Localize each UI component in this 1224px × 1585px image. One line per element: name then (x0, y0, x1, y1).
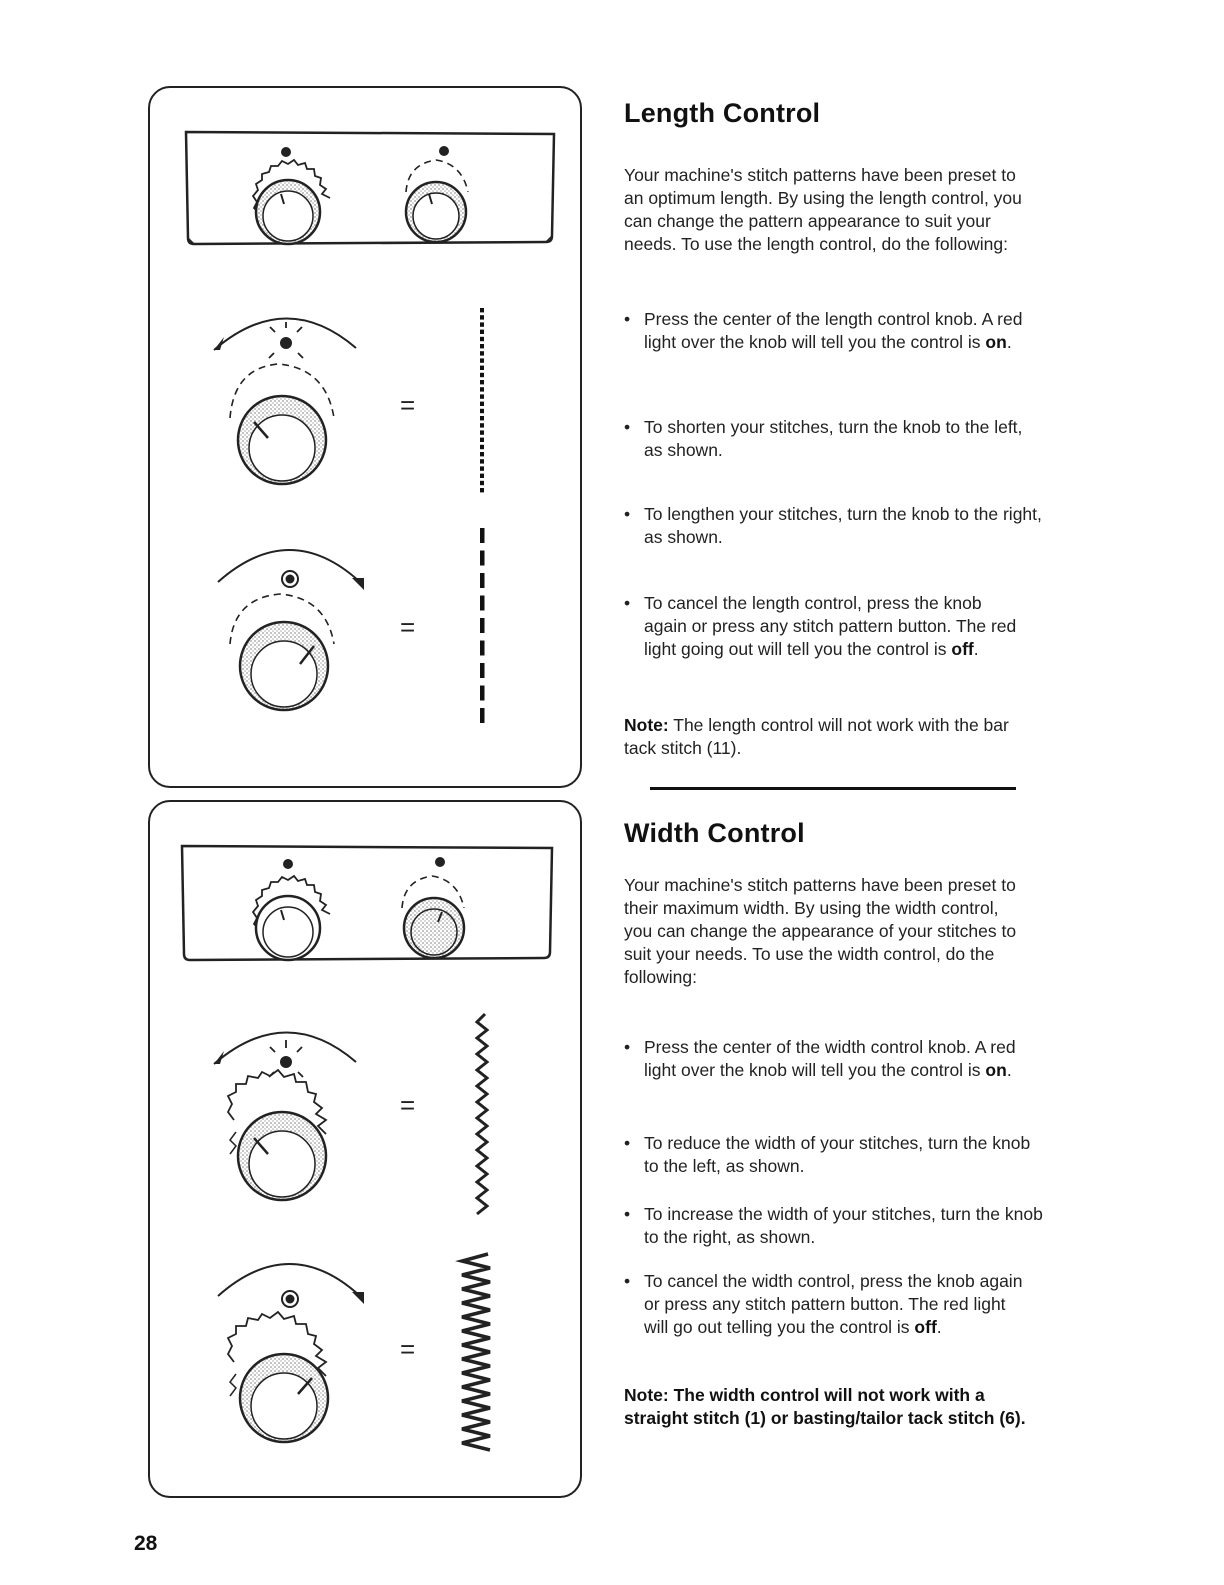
width-control-illustration (150, 802, 584, 1500)
short-stitch-mark (480, 387, 484, 391)
long-stitch-line (480, 528, 485, 723)
length-control-title: Length Control (624, 98, 821, 128)
short-stitch-mark (480, 452, 484, 456)
bullet-icon: • (624, 593, 631, 613)
long-stitch-mark (480, 708, 485, 723)
short-stitch-mark (480, 438, 484, 442)
short-stitch-mark (480, 402, 484, 406)
short-stitch-line (480, 308, 484, 492)
short-stitch-mark (480, 430, 484, 434)
length-note: Note: The length control will not work with the bar tack stitch (11). (624, 715, 1009, 758)
bullet-icon: • (624, 1133, 631, 1153)
short-stitch-mark (480, 351, 484, 355)
long-stitch-mark (480, 641, 485, 656)
short-stitch-mark (480, 474, 484, 478)
equals-sign: = (400, 612, 416, 642)
width-control-section (624, 818, 1044, 1458)
width-light-on-icon (280, 1056, 292, 1068)
length-bullet-3: • To lengthen your stitches, turn the knob to the right, as shown. (624, 504, 1042, 547)
narrow-zigzag-stitch (477, 1014, 487, 1214)
equals-sign: = (400, 1090, 416, 1120)
length-light-on-icon (280, 337, 292, 349)
length-bullet-1: • Press the center of the length control knob. A red light over the knob will tell you the control is on. (624, 309, 1023, 352)
bullet-icon: • (624, 1037, 631, 1057)
width-control-title: Width Control (624, 818, 805, 848)
bullet-icon: • (624, 309, 631, 329)
width-bullet-3: • To increase the width of your stitches, turn the knob to the right, as shown. (624, 1204, 1043, 1247)
short-stitch-mark (480, 380, 484, 384)
short-stitch-mark (480, 488, 484, 492)
short-stitch-mark (480, 358, 484, 362)
width-intro: Your machine's stitch patterns have been preset to their maximum width. By using the width control, you can change the appearance of your stitches to suit your needs. To use the width control, do the following: (624, 875, 1017, 987)
bullet-icon: • (624, 417, 631, 437)
width-reduce-diagram (214, 1032, 356, 1200)
length-indicator-light (439, 146, 449, 156)
width-indicator-light (283, 859, 293, 869)
length-shorten-diagram (214, 318, 356, 484)
bullet-icon: • (624, 504, 631, 524)
short-stitch-mark (480, 366, 484, 370)
length-control-illustration (150, 88, 584, 790)
short-stitch-mark (480, 337, 484, 341)
long-stitch-mark (480, 573, 485, 588)
long-stitch-mark (480, 596, 485, 611)
length-figure-panel (148, 86, 582, 788)
short-stitch-mark (480, 423, 484, 427)
length-bullet-4: • To cancel the length control, press the knob again or press any stitch pattern button. The red light going out will tell you the control is off. (624, 593, 1017, 659)
control-panel-strip (182, 846, 552, 960)
width-indicator-light (281, 147, 291, 157)
width-increase-diagram (218, 1264, 364, 1442)
control-panel-strip (186, 132, 554, 244)
section-divider (650, 787, 1016, 790)
short-stitch-mark (480, 394, 484, 398)
short-stitch-mark (480, 466, 484, 470)
short-stitch-mark (480, 445, 484, 449)
short-stitch-mark (480, 481, 484, 485)
long-stitch-mark (480, 686, 485, 701)
length-lengthen-diagram (218, 550, 364, 710)
width-bullet-2: • To reduce the width of your stitches, turn the knob to the left, as shown. (624, 1133, 1031, 1176)
short-stitch-mark (480, 373, 484, 377)
length-intro: Your machine's stitch patterns have been preset to an optimum length. By using the length control, you can change the pattern appearance to suit your needs. To use the length control, do the following: (624, 165, 1022, 254)
equals-sign: = (400, 390, 416, 420)
short-stitch-mark (480, 416, 484, 420)
width-bullet-1: • Press the center of the width control knob. A red light over the knob will tell you the control is on. (624, 1037, 1016, 1080)
width-bullet-4: • To cancel the width control, press the knob again or press any stitch pattern button. The red light will go out telling you the control is off. (624, 1271, 1023, 1337)
short-stitch-mark (480, 409, 484, 413)
length-control-section (624, 98, 1044, 768)
short-stitch-mark (480, 459, 484, 463)
length-bullet-2: • To shorten your stitches, turn the knob to the left, as shown. (624, 417, 1023, 460)
bullet-icon: • (624, 1271, 631, 1291)
short-stitch-mark (480, 322, 484, 326)
long-stitch-mark (480, 618, 485, 633)
long-stitch-mark (480, 528, 485, 543)
long-stitch-mark (480, 551, 485, 566)
short-stitch-mark (480, 315, 484, 319)
width-figure-panel (148, 800, 582, 1498)
page-number: 28 (134, 1532, 158, 1555)
length-indicator-light (435, 857, 445, 867)
short-stitch-mark (480, 330, 484, 334)
bullet-icon: • (624, 1204, 631, 1224)
long-stitch-mark (480, 663, 485, 678)
equals-sign: = (400, 1334, 416, 1364)
width-note: Note: The width control will not work with a straight stitch (1) or basting/tailor tack stitch (6). (624, 1385, 1026, 1428)
short-stitch-mark (480, 308, 484, 312)
short-stitch-mark (480, 344, 484, 348)
wide-zigzag-stitch (462, 1254, 490, 1450)
